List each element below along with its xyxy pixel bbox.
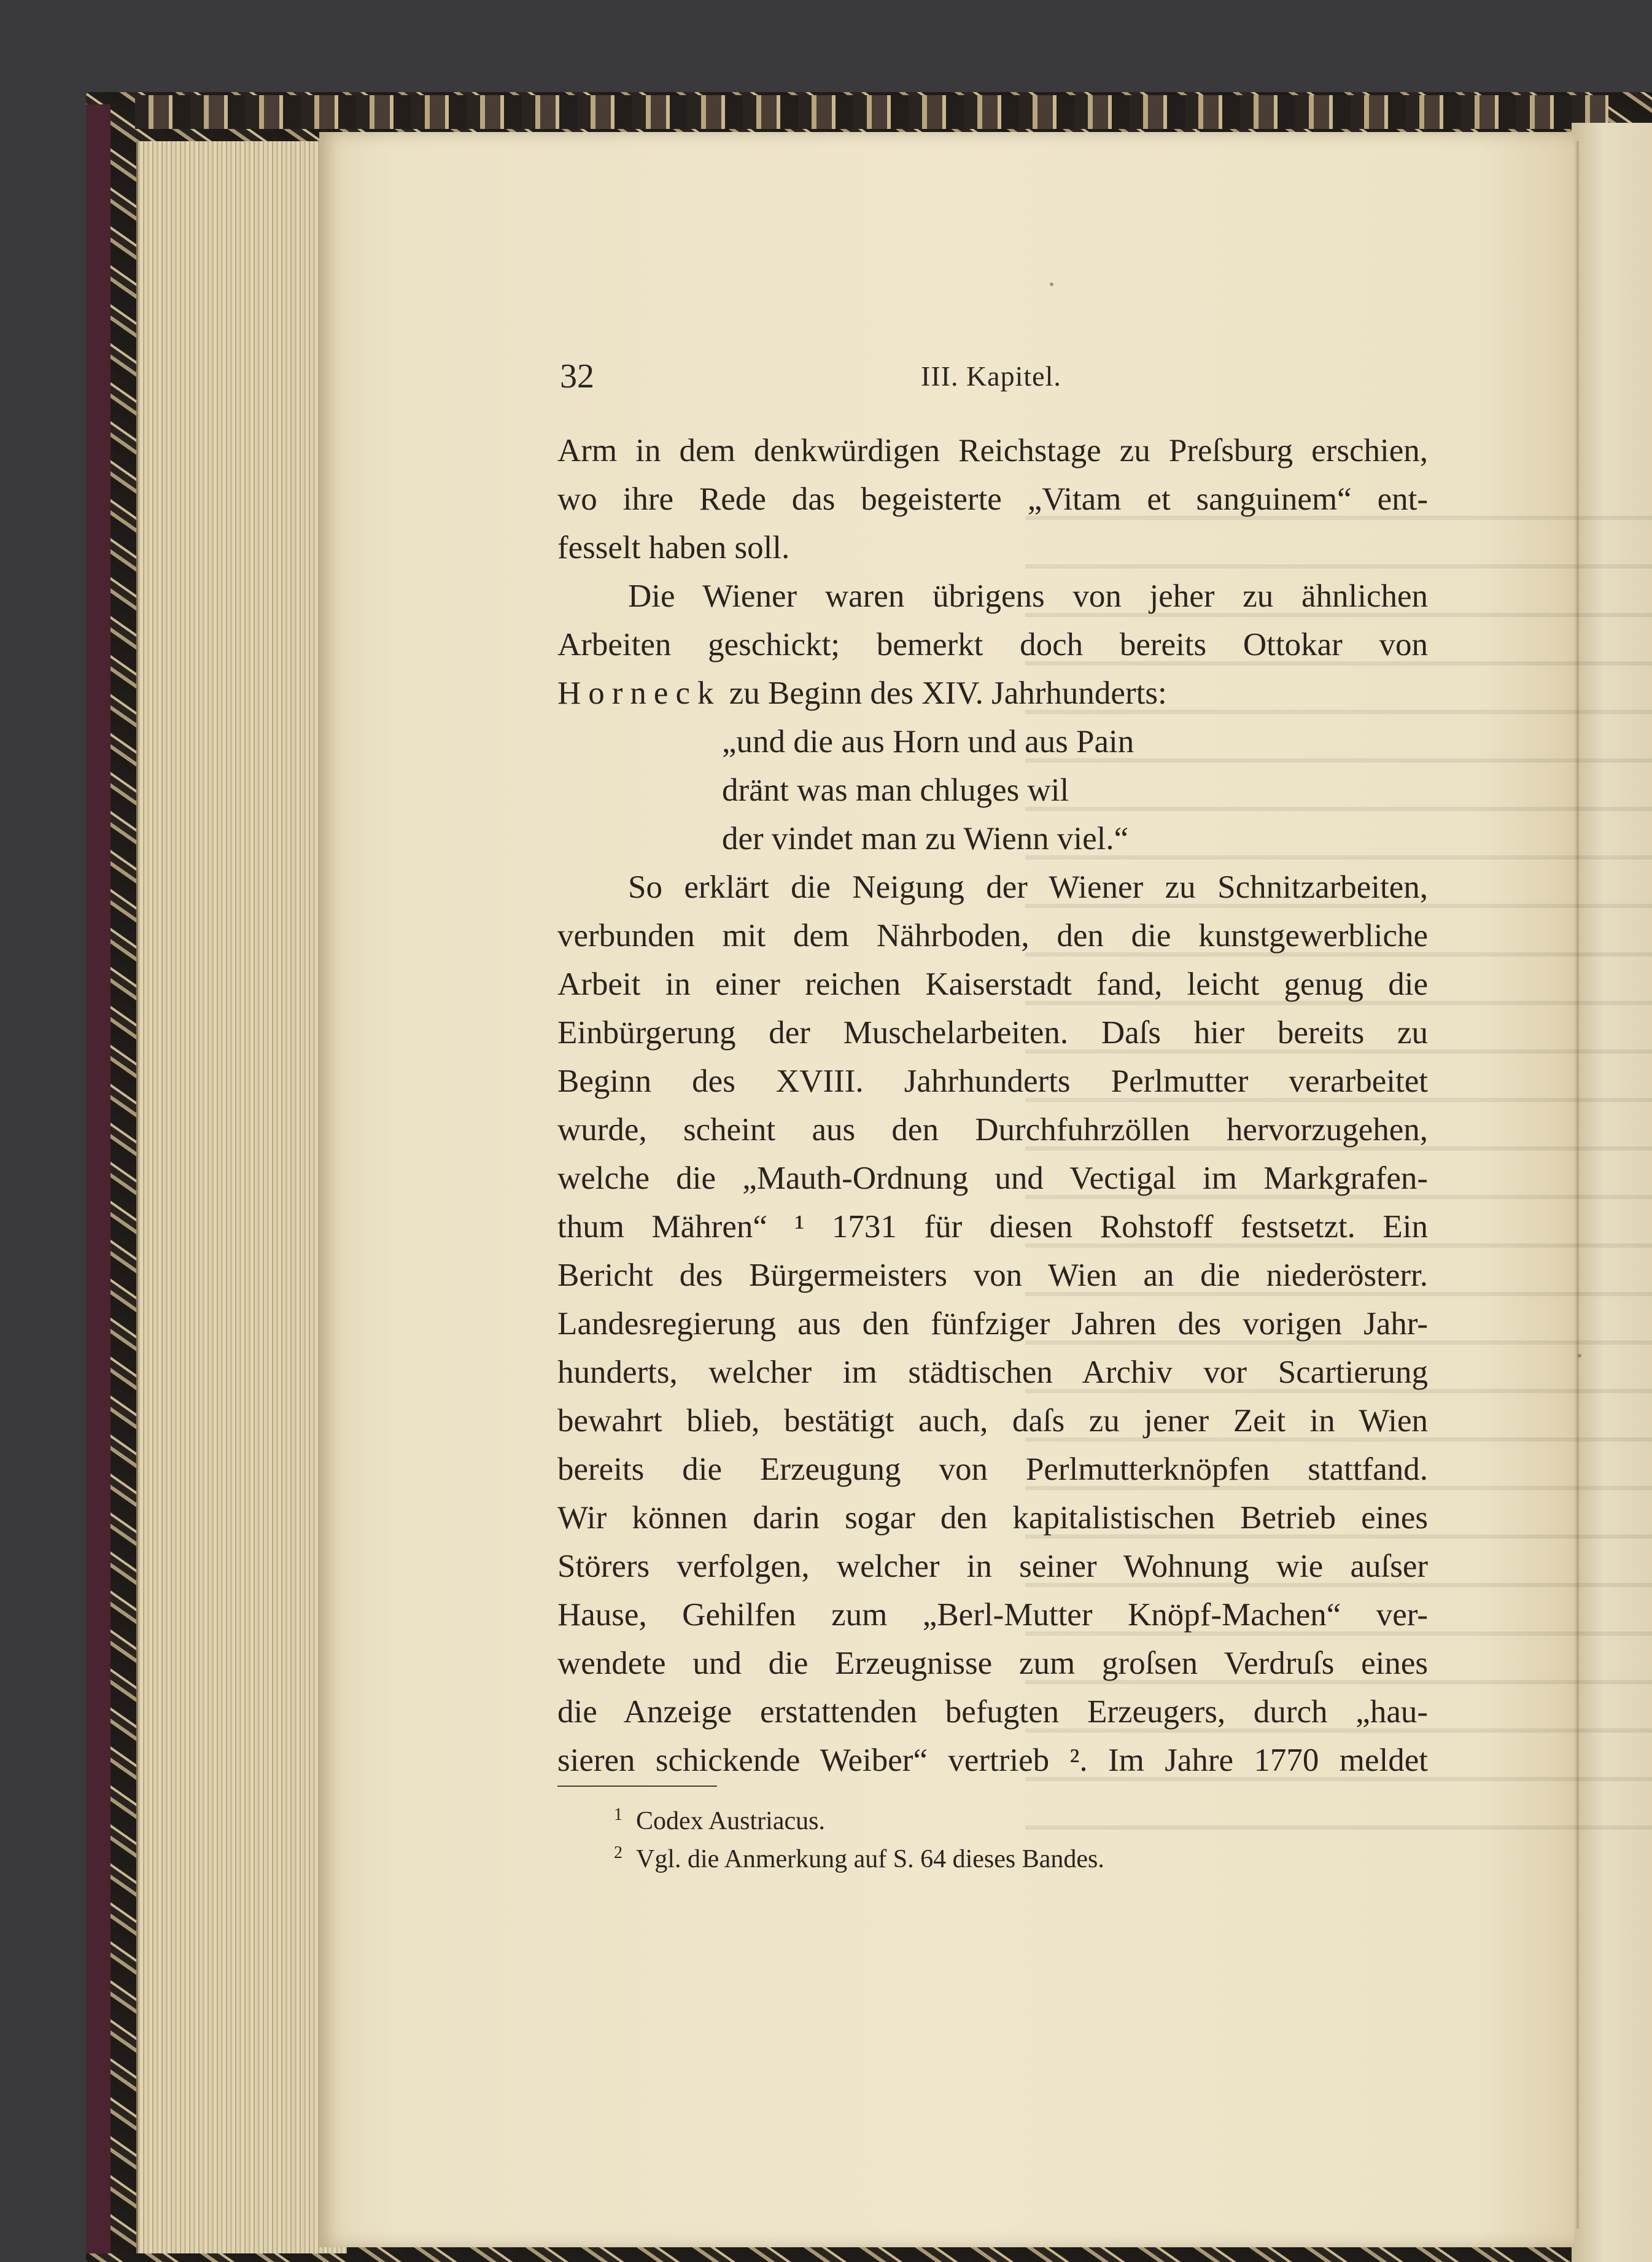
page-number: 32 bbox=[560, 357, 594, 395]
text-line: verbunden mit dem Nährboden, den die kunstgewerbliche bbox=[557, 918, 1428, 954]
footnotes bbox=[614, 1796, 1104, 1872]
text-line: wendete und die Erzeugnisse zum groſsen Verdruſs eines bbox=[557, 1646, 1428, 1681]
book-cover-top-edge bbox=[135, 95, 1608, 129]
text-line: fesselt haben soll. bbox=[557, 530, 790, 566]
text-line: Arbeit in einer reichen Kaiserstadt fand, leicht genug die bbox=[557, 966, 1428, 1002]
text-line: wo ihre Rede das begeisterte „Vitam et sanguinem“ ent- bbox=[557, 481, 1428, 517]
text-line: bewahrt blieb, bestätigt auch, daſs zu jener Zeit in Wien bbox=[557, 1403, 1428, 1439]
footnote-mark: 2 bbox=[614, 1843, 622, 1862]
text-line: Bericht des Bürgermeisters von Wien an die niederösterr. bbox=[557, 1257, 1428, 1293]
text-line: thum Mähren“ ¹ 1731 für diesen Rohstoff festsetzt. Ein bbox=[557, 1209, 1428, 1245]
text-line: Hause, Gehilfen zum „Berl-Mutter Knöpf-Machen“ ver- bbox=[557, 1597, 1428, 1633]
paper-speck bbox=[1050, 282, 1053, 286]
paper-speck bbox=[1578, 1354, 1581, 1358]
text-line: Arbeiten geschickt; bemerkt doch bereits Ottokar von bbox=[557, 627, 1428, 663]
text-line: Arm in dem denkwürdigen Reichstage zu Preſsburg erschien, bbox=[557, 433, 1428, 468]
facing-page-gutter-line bbox=[1576, 141, 1579, 2229]
text-line: Wir können darin sogar den kapitalistischen Betrieb eines bbox=[557, 1500, 1428, 1536]
footnote-rule bbox=[557, 1786, 717, 1787]
chapter-title: III. Kapitel. bbox=[921, 360, 1061, 392]
verse-line: der vindet man zu Wienn viel.“ bbox=[722, 821, 1129, 857]
book-spine bbox=[86, 104, 111, 2253]
text-line bbox=[557, 669, 1428, 718]
body-text bbox=[557, 427, 1428, 1785]
text-line-rest: zu Beginn des XIV. Jahrhunderts: bbox=[721, 675, 1167, 711]
spaced-name: Horneck bbox=[557, 675, 721, 711]
text-line: welche die „Mauth-Ordnung und Vectigal im Markgrafen- bbox=[557, 1160, 1428, 1196]
footnote-mark: 1 bbox=[614, 1805, 622, 1824]
page-stack-edge bbox=[136, 141, 347, 2253]
text-line: sieren schickende Weiber“ vertrieb ². Im Jahre 1770 meldet bbox=[557, 1743, 1428, 1778]
text-line: die Anzeige erstattenden befugten Erzeugers, durch „hau- bbox=[557, 1694, 1428, 1730]
footnote bbox=[614, 1834, 1104, 1872]
text-line: Störers verfolgen, welcher in seiner Wohnung wie auſser bbox=[557, 1549, 1428, 1584]
verse-line: „und die aus Horn und aus Pain bbox=[722, 724, 1134, 760]
text-line: wurde, scheint aus den Durchfuhrzöllen hervorzugehen, bbox=[557, 1112, 1428, 1148]
verse-line: dränt was man chluges wil bbox=[722, 772, 1069, 808]
footnote-text: Codex Austriacus. bbox=[636, 1807, 825, 1835]
text-line: Beginn des XVIII. Jahrhunderts Perlmutter verarbeitet bbox=[557, 1063, 1428, 1099]
text-line: So erklärt die Neigung der Wiener zu Schnitzarbeiten, bbox=[628, 869, 1428, 905]
text-line: hunderts, welcher im städtischen Archiv vor Scartierung bbox=[557, 1354, 1428, 1390]
facing-page-edge bbox=[1572, 123, 1652, 2262]
text-line: Die Wiener waren übrigens von jeher zu ähnlichen bbox=[628, 578, 1428, 614]
text-line: Einbürgerung der Muschelarbeiten. Daſs hier bereits zu bbox=[557, 1015, 1428, 1051]
text-line: bereits die Erzeugung von Perlmutterknöpfen stattfand. bbox=[557, 1452, 1428, 1487]
footnote-text: Vgl. die Anmerkung auf S. 64 dieses Bandes. bbox=[636, 1845, 1104, 1873]
text-line: Landesregierung aus den fünfziger Jahren des vorigen Jahr- bbox=[557, 1306, 1428, 1342]
footnote bbox=[614, 1796, 1104, 1834]
